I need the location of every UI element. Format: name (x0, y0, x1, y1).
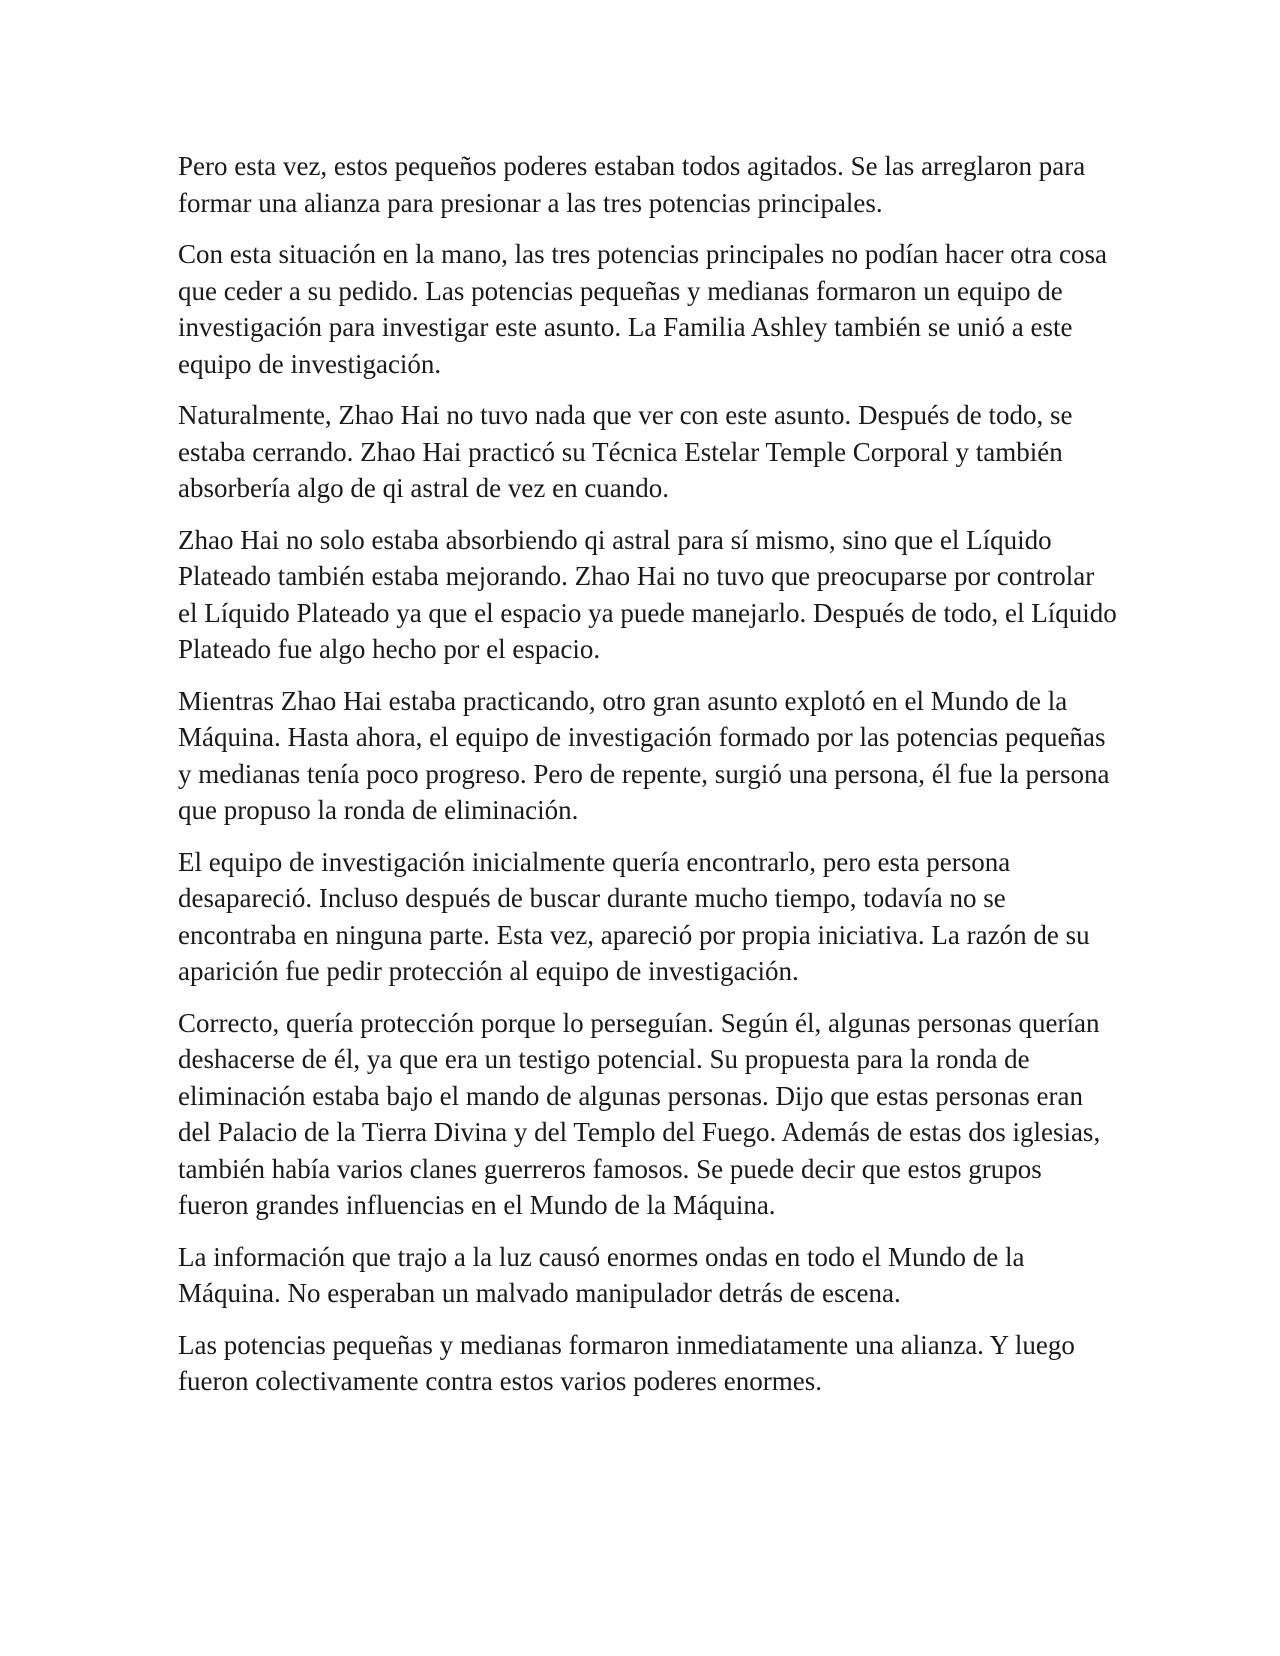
paragraph-6: El equipo de investigación inicialmente quería encontrarlo, pero esta persona desapareció. Incluso después de buscar durante mucho tiempo, todavía no se encontraba en ninguna parte. Esta vez, apareció por propia iniciativa. La razón de su aparición fue pedir protección al equipo de investigación. (178, 846, 1090, 986)
paragraph-2: Con esta situación en la mano, las tres potencias principales no podían hacer otra cosa que ceder a su pedido. Las potencias pequeñas y medianas formaron un equipo de investigación para investigar este asunto. La Familia Ashley también se unió a este equipo de investigación. (178, 239, 1107, 379)
paragraph-1: Pero esta vez, estos pequeños poderes estaban todos agitados. Se las arreglaron para formar una alianza para presionar a las tres potencias principales. (178, 151, 1086, 218)
paragraph-5: Mientras Zhao Hai estaba practicando, otro gran asunto explotó en el Mundo de la Máquina. Hasta ahora, el equipo de investigación formado por las potencias pequeñas y medianas tenía poco progreso. Pero de repente, surgió una persona, él fue la persona que propuso la ronda de eliminación. (178, 685, 1110, 825)
paragraph-4: Zhao Hai no solo estaba absorbiendo qi astral para sí mismo, sino que el Líquido Plateado también estaba mejorando. Zhao Hai no tuvo que preocuparse por controlar el Líquido Plateado ya que el espacio ya puede manejarlo. Después de todo, el Líquido Plateado fue algo hecho por el espacio. (178, 524, 1117, 664)
paragraph-9: Las potencias pequeñas y medianas formaron inmediatamente una alianza. Y luego fueron colectivamente contra estos varios poderes enormes. (178, 1329, 1075, 1396)
paragraph-7: Correcto, quería protección porque lo perseguían. Según él, algunas personas querían deshacerse de él, ya que era un testigo potencial. Su propuesta para la ronda de eliminación estaba bajo el mando de algunas personas. Dijo que estas personas eran del Palacio de la Tierra Divina y del Templo del Fuego. Además de estas dos iglesias, también había varios clanes guerreros famosos. Se puede decir que estos grupos fueron grandes influencias en el Mundo de la Máquina. (178, 1007, 1101, 1220)
paragraph-3: Naturalmente, Zhao Hai no tuvo nada que ver con este asunto. Después de todo, se estaba cerrando. Zhao Hai practicó su Técnica Estelar Temple Corporal y también absorbería algo de qi astral de vez en cuando. (178, 400, 1073, 503)
paragraph-8: La información que trajo a la luz causó enormes ondas en todo el Mundo de la Máquina. No esperaban un malvado manipulador detrás de escena. (178, 1241, 1025, 1308)
document-body (178, 148, 1118, 1415)
